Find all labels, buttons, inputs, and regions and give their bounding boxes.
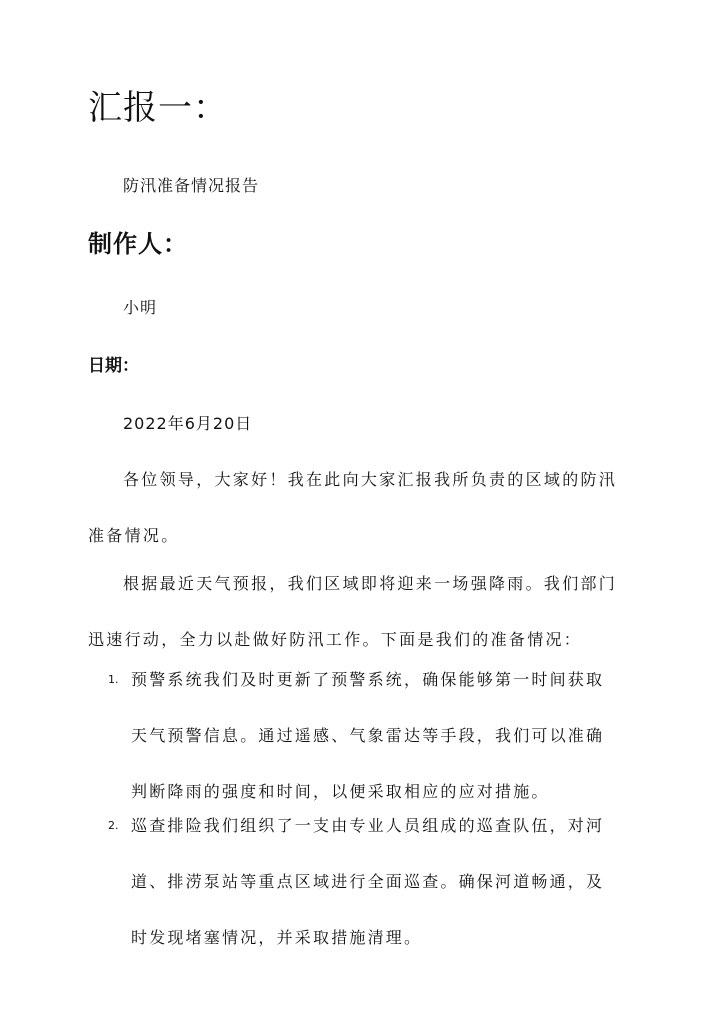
heading-date: 日期：: [88, 356, 139, 376]
list-line: 预警系统我们及时更新了预警系统，确保能够第一时间获取: [131, 670, 605, 689]
list-line: 道、排涝泵站等重点区域进行全面巡查。确保河道畅通，及: [131, 872, 605, 891]
list-item-early-warning: [108, 652, 628, 820]
list-number: 2.: [108, 819, 119, 832]
list-line: 巡查排险我们组织了一支由专业人员组成的巡查队伍，对河: [131, 816, 605, 835]
list-number: 1.: [108, 673, 119, 686]
list-line: 天气预警信息。通过遥感、气象雷达等手段，我们可以准确: [131, 726, 605, 745]
heading-author: 制作人：: [88, 230, 188, 258]
author-name: 小明: [123, 298, 158, 317]
report-title: 防汛准备情况报告: [123, 176, 260, 195]
paragraph-intro: 根据最近天气预报，我们区域即将迎来一场强降雨。我们部门迅速行动，全力以赴做好防汛工作。下面是我们的准备情况：: [88, 574, 618, 649]
report-date: 2022年6月20日: [123, 414, 253, 433]
heading-report: 汇报一：: [88, 88, 228, 128]
list-item-inspection: [108, 798, 628, 966]
paragraph-greeting: 各位领导，大家好！我在此向大家汇报我所负责的区域的防汛准备情况。: [88, 470, 618, 545]
list-line: 判断降雨的强度和时间，以便采取相应的应对措施。: [131, 782, 550, 801]
list-line: 时发现堵塞情况，并采取措施清理。: [131, 928, 423, 947]
